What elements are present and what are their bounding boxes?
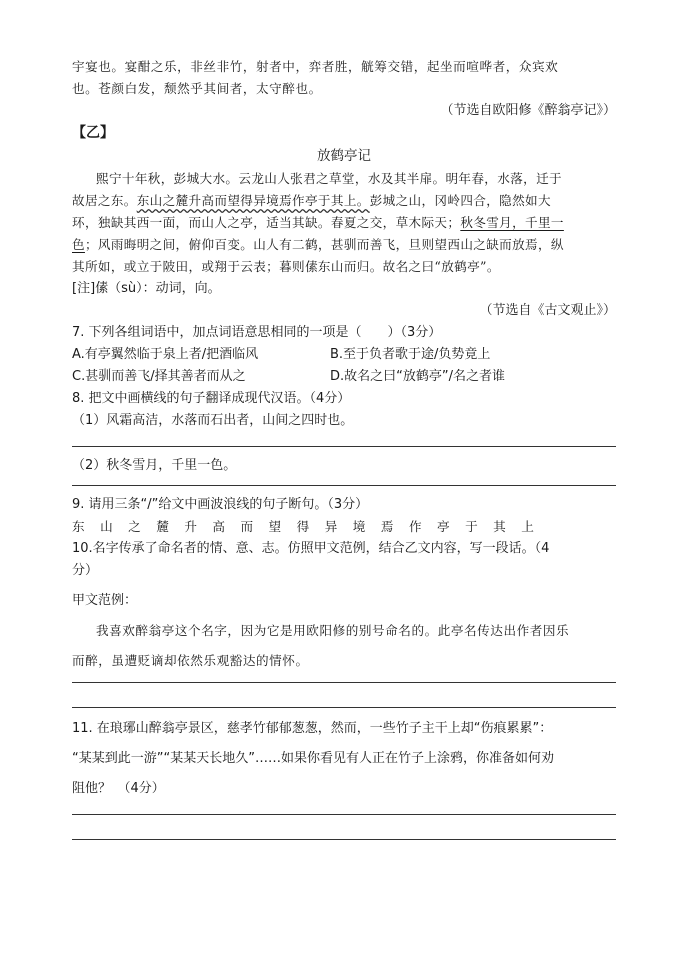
yi-text-line-4 <box>72 234 616 256</box>
section-yi-label: 【乙】 <box>72 125 114 141</box>
yi-text-plain: ；风雨晦明之间，俯仰百变。山人有二鹤，甚驯而善飞，旦则望西山之缺而放焉，纵 <box>84 237 564 252</box>
question-10-example-line-1: 我喜欢醉翁亭这个名字，因为它是用欧阳修的别号命名的。此亭名传达出作者因乐 <box>96 623 570 638</box>
jia-source: （节选自欧阳修《醉翁亭记》） <box>440 103 616 118</box>
sentence-char: 焉 <box>380 519 394 534</box>
question-10-example-label: 甲文范例： <box>72 593 138 608</box>
question-11-line-2: “某某到此一游”“某某天长地久”……如果你看见有人正在竹子上涂鸦，你准备如何劝 <box>72 751 554 766</box>
answer-line-11-2[interactable] <box>72 839 616 840</box>
underlined-sentence: 秋冬雪月，千里一 <box>460 215 564 230</box>
sentence-char: 山 <box>100 519 113 534</box>
question-8-stem: 8. 把文中画横线的句子翻译成现代汉语。（4分） <box>72 391 351 406</box>
option-d[interactable]: D.故名之曰“放鹤亭”/名之者谁 <box>330 369 505 384</box>
sentence-char: 东 <box>72 519 85 534</box>
question-9-sentence[interactable] <box>72 516 534 538</box>
sentence-char: 于 <box>465 519 478 534</box>
question-8-sentence-2: （2）秋冬雪月，千里一色。 <box>72 458 237 473</box>
yi-note: [注]傃（sù）：动词，向。 <box>72 281 221 296</box>
sentence-char: 作 <box>408 519 422 534</box>
yi-text-plain: 故居之东。 <box>72 193 137 208</box>
exam-page <box>72 56 616 840</box>
jia-text-line-1: 宇宴也。宴酣之乐，非丝非竹，射者中，弈者胜，觥筹交错，起坐而喧哗者，众宾欢 <box>72 59 559 74</box>
wavy-underlined-sentence: 东山之麓升高而望得异境焉作亭于其上。 <box>136 193 370 208</box>
underlined-sentence-end: 色 <box>72 237 85 252</box>
question-10-stem-1: 10.名字传承了命名者的情、意、志。仿照甲文范例，结合乙文内容，写一段话。（4 <box>72 541 550 556</box>
yi-text-plain: 彭城之山，冈岭四合，隐然如大 <box>369 193 551 208</box>
question-8-sentence-1: （1）风霜高洁，水落而石出者，山间之四时也。 <box>72 413 354 428</box>
question-7-stem: 7. 下列各组词语中，加点词语意思相同的一项是（ ）（3分） <box>72 325 442 340</box>
sentence-char: 而 <box>240 519 254 534</box>
yi-text-line-1: 熙宁十年秋，彭城大水。云龙山人张君之草堂，水及其半扉。明年春，水落，迁于 <box>96 171 562 186</box>
sentence-char: 得 <box>296 519 310 534</box>
question-7-options-row-1 <box>72 344 616 366</box>
jia-text-line-2: 也。苍颜白发，颓然乎其间者，太守醉也。 <box>72 81 322 96</box>
yi-source: （节选自《古文观止》） <box>479 303 616 318</box>
sentence-char: 麓 <box>156 519 169 534</box>
sentence-char: 之 <box>128 519 141 534</box>
yi-text-plain: 环，独缺其西一面，而山人之亭，适当其缺。春夏之交，草木际天； <box>72 215 461 230</box>
sentence-char: 升 <box>184 519 197 534</box>
question-11-line-3: 阻他？ （4分） <box>72 781 165 796</box>
yi-text-line-5: 其所如，或立于陂田，或翔于云表；暮则傃东山而归。故名之曰“放鹤亭”。 <box>72 259 500 274</box>
yi-text-line-3 <box>72 212 616 234</box>
option-b[interactable]: B.至于负者歌于途/负势竟上 <box>330 347 491 362</box>
option-c[interactable]: C.甚驯而善飞/择其善者而从之 <box>72 369 246 384</box>
question-10-example-line-2: 而醉，虽遭贬谪却依然乐观豁达的情怀。 <box>72 653 309 668</box>
question-7-options-row-2 <box>72 366 616 388</box>
yi-title: 放鹤亭记 <box>317 148 371 164</box>
question-9-stem: 9. 请用三条“/”给文中画波浪线的句子断句。（3分） <box>72 497 369 512</box>
sentence-char: 高 <box>212 519 225 534</box>
yi-text-line-2 <box>72 190 616 212</box>
sentence-char: 上 <box>521 519 534 534</box>
option-a[interactable]: A.有亭翼然临于泉上者/把酒临风 <box>72 347 259 362</box>
sentence-char: 望 <box>268 519 282 534</box>
question-10-stem-2: 分） <box>72 563 99 578</box>
question-11-line-1: 11. 在琅琊山醉翁亭景区，慈孝竹郁郁葱葱，然而，一些竹子主干上却“伤痕累累”： <box>72 721 553 736</box>
sentence-char: 境 <box>352 519 366 534</box>
sentence-char: 亭 <box>437 519 450 534</box>
sentence-char: 异 <box>324 519 338 534</box>
sentence-char: 其 <box>493 519 506 534</box>
